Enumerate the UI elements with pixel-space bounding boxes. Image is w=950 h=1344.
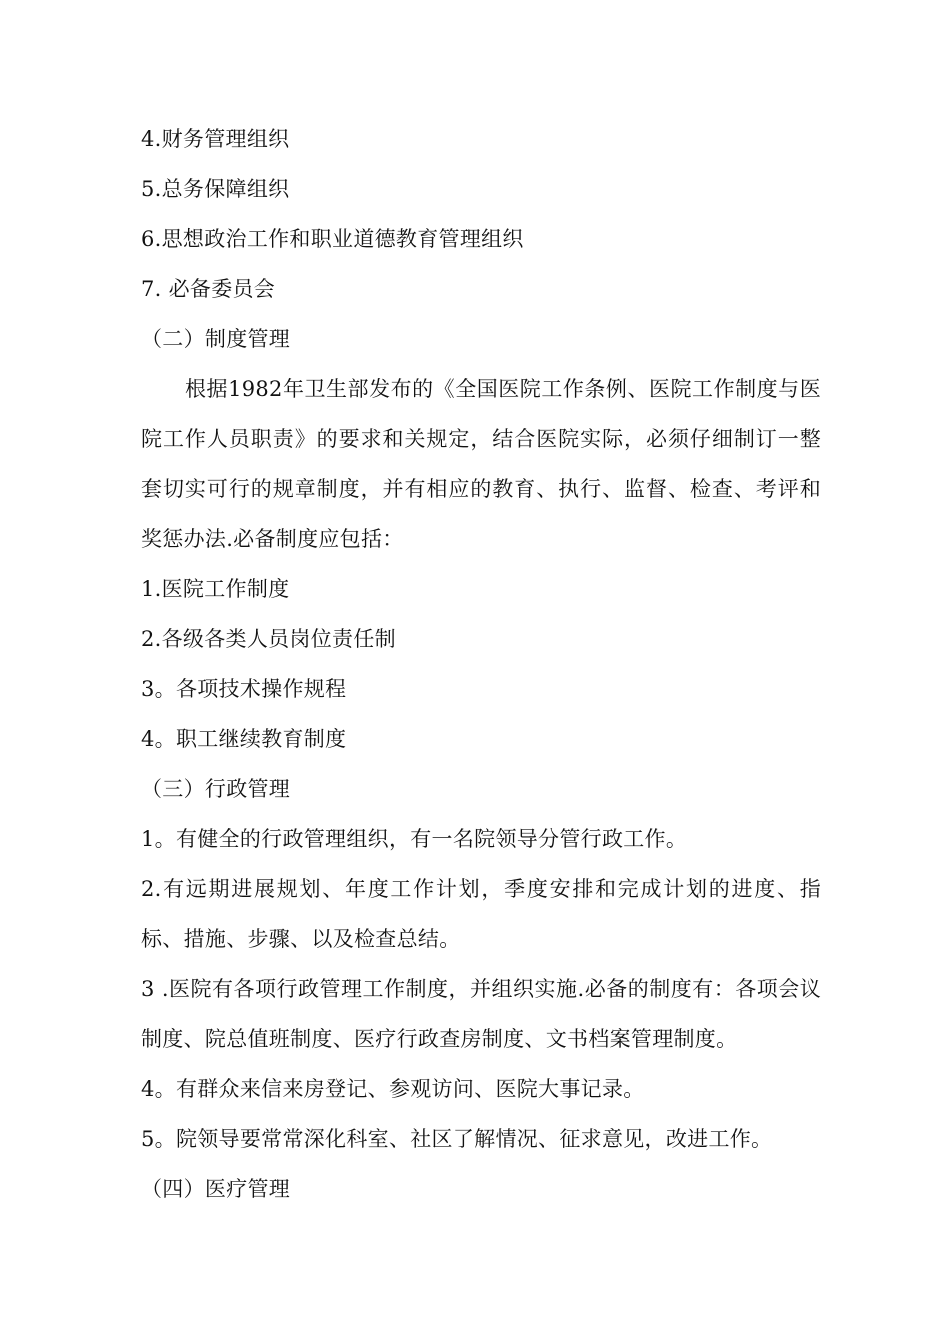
section-heading-system-management: （二）制度管理	[141, 327, 291, 351]
list-item-ideology-ethics-org: 6.思想政治工作和职业道德教育管理组织	[141, 227, 524, 251]
list-item-development-plan: 2.有远期进展规划、年度工作计划，季度安排和完成计划的进度、指标、措施、步骤、以及检查总结。	[141, 877, 821, 951]
list-item-general-affairs-org: 5.总务保障组织	[141, 177, 290, 201]
section-heading-medical-management: （四）医疗管理	[141, 1177, 291, 1201]
list-item-technical-procedures: 3。各项技术操作规程	[141, 677, 347, 701]
list-item-admin-organization: 1。有健全的行政管理组织，有一名院领导分管行政工作。	[141, 827, 688, 851]
list-item-leadership-outreach: 5。院领导要常常深化科室、社区了解情况、征求意见，改进工作。	[141, 1127, 773, 1151]
document-body	[141, 114, 821, 1214]
list-item-continuing-education: 4。职工继续教育制度	[141, 727, 347, 751]
list-item-admin-systems: 3 .医院有各项行政管理工作制度，并组织实施.必备的制度有：各项会议制度、院总值班制度、医疗行政查房制度、文书档案管理制度。	[141, 977, 821, 1051]
section-heading-administration: （三）行政管理	[141, 777, 291, 801]
paragraph-regulations: 根据1982年卫生部发布的《全国医院工作条例、医院工作制度与医院工作人员职责》的要求和关规定，结合医院实际，必须仔细制订一整套切实可行的规章制度，并有相应的教育、执行、监督、检查、考评和奖惩办法.必备制度应包括：	[141, 377, 821, 551]
list-item-required-committees: 7. 必备委员会	[141, 277, 276, 301]
list-item-hospital-work-system: 1.医院工作制度	[141, 577, 290, 601]
list-item-visitor-records: 4。有群众来信来房登记、参观访问、医院大事记录。	[141, 1077, 645, 1101]
list-item-finance-org: 4.财务管理组织	[141, 127, 290, 151]
list-item-post-responsibility: 2.各级各类人员岗位责任制	[141, 627, 396, 651]
